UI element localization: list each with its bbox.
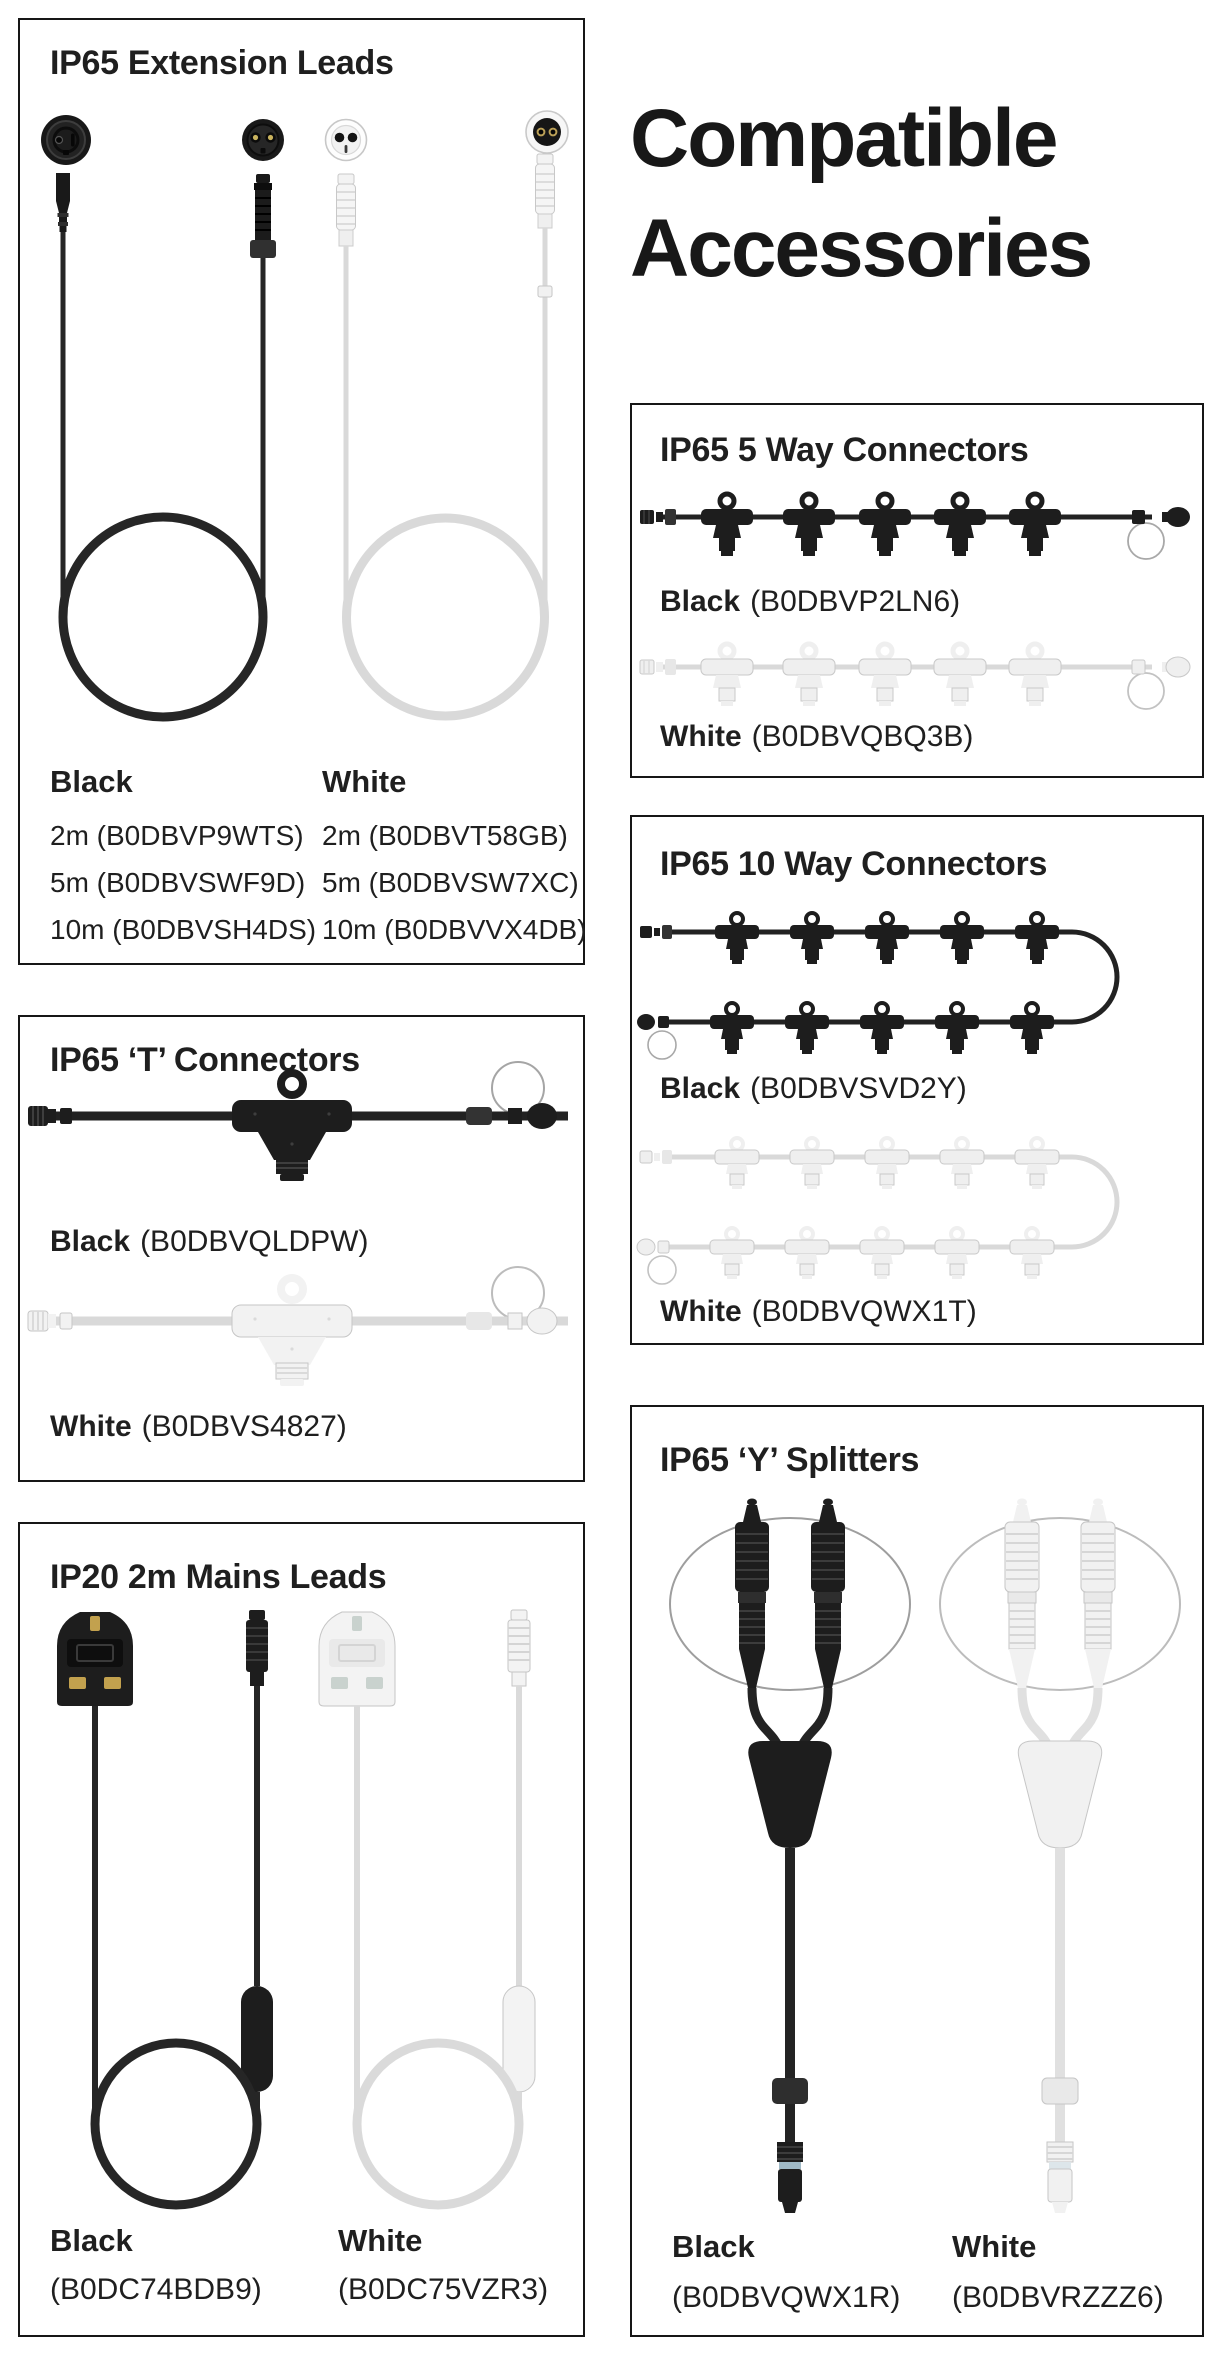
list-item: 5m (B0DBVSWF9D) xyxy=(50,867,306,898)
black-mains-lead xyxy=(57,1610,273,2205)
product-code: (B0DBVQLDPW) xyxy=(140,1225,369,1258)
black-t-connector-illustration xyxy=(20,1062,587,1192)
panel-extension-leads xyxy=(18,18,585,965)
white-connector-face-icon xyxy=(526,111,568,153)
product-code: (B0DBVQBQ3B) xyxy=(751,720,974,753)
panel-y-splitters xyxy=(630,1405,1204,2337)
black-variant-list xyxy=(50,812,316,953)
black-ten-way-illustration xyxy=(632,887,1206,1067)
page-title-line1: Compatible xyxy=(630,93,1057,184)
black-variant-heading: Black xyxy=(50,764,133,799)
white-variant-line xyxy=(50,1410,347,1444)
white-variant-line xyxy=(660,720,973,754)
product-code: (B0DBVQWX1R) xyxy=(672,2281,901,2314)
black-variant-heading: Black xyxy=(672,2229,755,2264)
white-variant-heading: White xyxy=(952,2229,1037,2264)
panel-title: IP65 ‘T’ Connectors xyxy=(50,1041,360,1079)
mains-leads-illustration xyxy=(20,1584,587,2244)
black-five-way-illustration xyxy=(632,477,1206,587)
black-variant-line xyxy=(660,1072,967,1106)
white-variant-heading: White xyxy=(338,2223,423,2258)
product-code: (B0DBVP2LN6) xyxy=(750,585,961,618)
white-mains-lead xyxy=(319,1610,535,2205)
black-connector-face-icon xyxy=(242,119,284,161)
white-y-splitter xyxy=(940,1499,1180,2214)
variant-label: White xyxy=(660,1295,742,1328)
panel-title: IP65 ‘Y’ Splitters xyxy=(660,1441,920,1479)
variant-label: Black xyxy=(660,585,741,618)
white-connector-face-icon xyxy=(326,120,367,161)
panel-title: IP65 10 Way Connectors xyxy=(660,845,1048,883)
white-ten-way-illustration xyxy=(632,1112,1206,1292)
black-variant-line xyxy=(660,585,960,619)
white-variant-line xyxy=(660,1295,977,1329)
product-code: (B0DBVQWX1T) xyxy=(751,1295,977,1328)
black-variant-line xyxy=(50,1225,368,1259)
list-item: 2m (B0DBVP9WTS) xyxy=(50,820,304,851)
list-item: 10m (B0DBVVX4DB) xyxy=(322,914,587,945)
product-code: (B0DBVSVD2Y) xyxy=(750,1072,967,1105)
panel-ten-way-connectors xyxy=(630,815,1204,1345)
white-variant-heading: White xyxy=(322,764,407,799)
black-connector-face-icon xyxy=(41,115,91,165)
black-extension-lead xyxy=(56,173,276,717)
panel-five-way-connectors xyxy=(630,403,1204,778)
y-splitters-illustration xyxy=(632,1492,1206,2217)
list-item: 2m (B0DBVT58GB) xyxy=(322,820,568,851)
panel-t-connectors xyxy=(18,1015,585,1482)
product-code: (B0DC75VZR3) xyxy=(338,2273,549,2306)
variant-label: White xyxy=(660,720,742,753)
list-item: 5m (B0DBVSW7XC) xyxy=(322,867,579,898)
page-title-line2: Accessories xyxy=(630,203,1092,294)
product-code: (B0DBVS4827) xyxy=(141,1410,347,1443)
panel-mains-leads xyxy=(18,1522,585,2337)
list-item: 10m (B0DBVSH4DS) xyxy=(50,914,317,945)
variant-label: Black xyxy=(50,1225,131,1258)
product-code: (B0DBVRZZZ6) xyxy=(952,2281,1164,2314)
panel-title: IP65 5 Way Connectors xyxy=(660,431,1029,469)
page-title xyxy=(630,84,1091,304)
variant-label: White xyxy=(50,1410,132,1443)
black-y-splitter xyxy=(670,1499,910,2214)
white-t-connector-illustration xyxy=(20,1267,587,1397)
variant-label: Black xyxy=(660,1072,741,1105)
product-code: (B0DC74BDB9) xyxy=(50,2273,262,2306)
black-variant-heading: Black xyxy=(50,2223,133,2258)
white-extension-lead xyxy=(337,154,555,716)
panel-title: IP65 Extension Leads xyxy=(50,44,394,82)
extension-leads-illustration xyxy=(20,90,587,730)
panel-title: IP20 2m Mains Leads xyxy=(50,1558,387,1596)
white-variant-list xyxy=(322,812,587,953)
